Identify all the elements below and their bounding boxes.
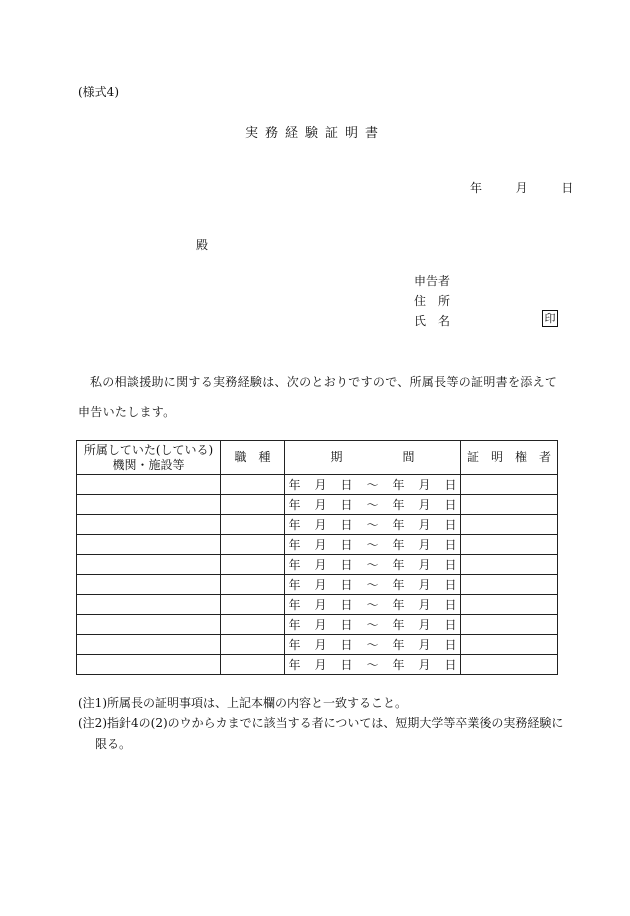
period-start-month: 月 — [314, 638, 327, 652]
cell-period — [285, 475, 461, 495]
cell-job-type[interactable] — [221, 595, 285, 615]
table-row — [77, 655, 558, 675]
period-end-day: 日 — [444, 558, 457, 572]
cell-certifier[interactable] — [461, 635, 558, 655]
period-end-month: 月 — [418, 478, 431, 492]
period-start-year: 年 — [288, 638, 301, 652]
period-tilde: ～ — [366, 658, 379, 672]
period-end-month: 月 — [418, 658, 431, 672]
period-end-month: 月 — [418, 558, 431, 572]
period-tilde: ～ — [366, 538, 379, 552]
period-end-year: 年 — [392, 538, 405, 552]
date-day-label: 日 — [561, 181, 574, 195]
period-start-year: 年 — [288, 658, 301, 672]
period-end-day: 日 — [444, 638, 457, 652]
cell-job-type[interactable] — [221, 555, 285, 575]
period-start-year: 年 — [288, 618, 301, 632]
cell-affiliation[interactable] — [77, 655, 221, 675]
period-start-month: 月 — [314, 578, 327, 592]
period-end-day: 日 — [444, 538, 457, 552]
period-start-day: 日 — [340, 598, 353, 612]
cell-certifier[interactable] — [461, 495, 558, 515]
applicant-label: 申告者 — [414, 274, 451, 288]
date-line — [470, 179, 573, 196]
period-tilde: ～ — [366, 558, 379, 572]
cell-job-type[interactable] — [221, 635, 285, 655]
period-start-year: 年 — [288, 498, 301, 512]
cell-affiliation[interactable] — [77, 515, 221, 535]
period-start-day: 日 — [340, 478, 353, 492]
cell-period — [285, 555, 461, 575]
date-month-label: 月 — [515, 181, 528, 195]
note-2-continued: 限る。 — [95, 737, 132, 751]
period-start-day: 日 — [340, 638, 353, 652]
period-start-month: 月 — [314, 498, 327, 512]
table-header-row — [77, 441, 558, 475]
period-end-day: 日 — [444, 498, 457, 512]
header-affiliation: 所属していた(している) 機関・施設等 — [77, 441, 221, 475]
period-end-month: 月 — [418, 498, 431, 512]
cell-period — [285, 515, 461, 535]
header-job-type: 職 種 — [221, 441, 285, 475]
cell-certifier[interactable] — [461, 475, 558, 495]
period-start-day: 日 — [340, 578, 353, 592]
cell-certifier[interactable] — [461, 615, 558, 635]
period-end-day: 日 — [444, 578, 457, 592]
period-tilde: ～ — [366, 578, 379, 592]
period-start-year: 年 — [288, 598, 301, 612]
period-start-day: 日 — [340, 618, 353, 632]
period-start-day: 日 — [340, 538, 353, 552]
note-2: (注2)指針4の(2)のウからカまでに該当する者については、短期大学等卒業後の実務経験に — [78, 716, 564, 730]
table-row — [77, 555, 558, 575]
period-start-year: 年 — [288, 518, 301, 532]
cell-affiliation[interactable] — [77, 555, 221, 575]
cell-job-type[interactable] — [221, 615, 285, 635]
cell-affiliation[interactable] — [77, 635, 221, 655]
name-label: 氏 名 — [414, 314, 451, 328]
header-certifier: 証 明 権 者 — [461, 441, 558, 475]
table-row — [77, 615, 558, 635]
period-start-month: 月 — [314, 598, 327, 612]
period-start-month: 月 — [314, 538, 327, 552]
document-title: 実務経験証明書 — [244, 126, 385, 141]
cell-affiliation[interactable] — [77, 535, 221, 555]
addressee-suffix: 殿 — [196, 238, 209, 252]
cell-certifier[interactable] — [461, 575, 558, 595]
period-end-year: 年 — [392, 638, 405, 652]
table-row — [77, 635, 558, 655]
table-row — [77, 595, 558, 615]
period-end-day: 日 — [444, 478, 457, 492]
period-start-year: 年 — [288, 578, 301, 592]
header-period: 期 間 — [285, 441, 461, 475]
period-end-day: 日 — [444, 658, 457, 672]
period-end-day: 日 — [444, 518, 457, 532]
period-start-year: 年 — [288, 538, 301, 552]
period-end-month: 月 — [418, 578, 431, 592]
period-end-year: 年 — [392, 478, 405, 492]
cell-period — [285, 535, 461, 555]
cell-certifier[interactable] — [461, 655, 558, 675]
period-end-month: 月 — [418, 518, 431, 532]
period-start-month: 月 — [314, 518, 327, 532]
period-start-year: 年 — [288, 558, 301, 572]
period-end-year: 年 — [392, 618, 405, 632]
cell-certifier[interactable] — [461, 555, 558, 575]
date-year-label: 年 — [470, 181, 483, 195]
period-tilde: ～ — [366, 638, 379, 652]
cell-job-type[interactable] — [221, 575, 285, 595]
table-row — [77, 575, 558, 595]
cell-certifier[interactable] — [461, 515, 558, 535]
period-end-year: 年 — [392, 578, 405, 592]
cell-job-type[interactable] — [221, 655, 285, 675]
period-start-day: 日 — [340, 518, 353, 532]
period-end-month: 月 — [418, 538, 431, 552]
declaration-text: 私の相談援助に関する実務経験は、次のとおりですので、所属長等の証明書を添えて申告いたします。 — [78, 375, 558, 419]
period-end-day: 日 — [444, 598, 457, 612]
period-end-year: 年 — [392, 598, 405, 612]
cell-job-type[interactable] — [221, 475, 285, 495]
cell-affiliation[interactable] — [77, 615, 221, 635]
period-end-year: 年 — [392, 658, 405, 672]
cell-period — [285, 575, 461, 595]
period-start-day: 日 — [340, 658, 353, 672]
period-start-day: 日 — [340, 558, 353, 572]
form-number: (様式4) — [78, 85, 119, 99]
cell-period — [285, 495, 461, 515]
period-end-year: 年 — [392, 558, 405, 572]
cell-period — [285, 635, 461, 655]
period-end-month: 月 — [418, 618, 431, 632]
cell-job-type[interactable] — [221, 495, 285, 515]
period-tilde: ～ — [366, 498, 379, 512]
period-tilde: ～ — [366, 518, 379, 532]
cell-affiliation[interactable] — [77, 575, 221, 595]
cell-job-type[interactable] — [221, 515, 285, 535]
period-end-day: 日 — [444, 618, 457, 632]
cell-affiliation[interactable] — [77, 475, 221, 495]
period-start-month: 月 — [314, 618, 327, 632]
period-start-year: 年 — [288, 478, 301, 492]
table-body — [77, 475, 558, 675]
cell-period — [285, 655, 461, 675]
table-row — [77, 535, 558, 555]
period-tilde: ～ — [366, 618, 379, 632]
period-start-month: 月 — [314, 658, 327, 672]
cell-job-type[interactable] — [221, 535, 285, 555]
cell-certifier[interactable] — [461, 595, 558, 615]
period-end-year: 年 — [392, 518, 405, 532]
period-tilde: ～ — [366, 478, 379, 492]
seal-mark: 印 — [542, 310, 558, 327]
table-row — [77, 515, 558, 535]
note-1: (注1)所属長の証明事項は、上記本欄の内容と一致すること。 — [78, 696, 408, 710]
period-start-day: 日 — [340, 498, 353, 512]
cell-affiliation[interactable] — [77, 495, 221, 515]
address-label: 住 所 — [414, 294, 451, 308]
cell-period — [285, 595, 461, 615]
cell-period — [285, 615, 461, 635]
period-tilde: ～ — [366, 598, 379, 612]
experience-table — [76, 440, 558, 675]
period-start-month: 月 — [314, 478, 327, 492]
period-end-month: 月 — [418, 638, 431, 652]
cell-certifier[interactable] — [461, 535, 558, 555]
cell-affiliation[interactable] — [77, 595, 221, 615]
period-start-month: 月 — [314, 558, 327, 572]
table-row — [77, 495, 558, 515]
table-row — [77, 475, 558, 495]
period-end-year: 年 — [392, 498, 405, 512]
period-end-month: 月 — [418, 598, 431, 612]
